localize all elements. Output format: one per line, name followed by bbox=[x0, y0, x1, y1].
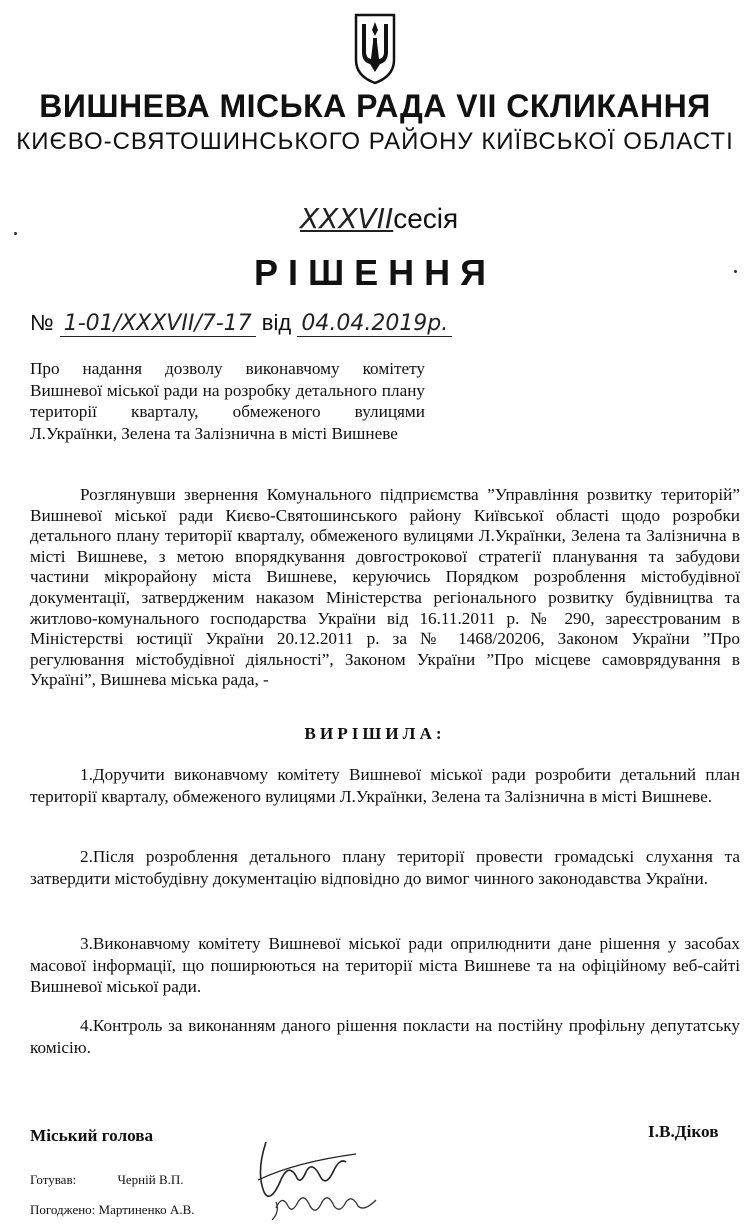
decision-number: 1-01/XXXVII/7-17 bbox=[60, 311, 256, 337]
session-line bbox=[300, 202, 458, 235]
prepared-label: Готував: bbox=[30, 1172, 77, 1187]
trident-coat-of-arms-icon bbox=[353, 12, 397, 86]
decision-title: РІШЕННЯ bbox=[253, 252, 497, 293]
resolution-item: 4.Контроль за виконанням даного рішення покласти на постійну профільну депутатську комісію. bbox=[30, 1016, 740, 1057]
session-handwritten-number: XXXVII bbox=[300, 202, 394, 235]
decision-subject: Про надання дозволу виконавчому комітету Вишневої міської ради на розробку детального плану території кварталу, обмеженого вулицями Л.Українки, Зелена та Залізнична в місті Вишневе bbox=[30, 359, 425, 443]
number-prefix: № bbox=[30, 310, 54, 335]
second-handwritten-signature bbox=[272, 1188, 382, 1218]
mayor-title: Міський голова bbox=[30, 1126, 154, 1145]
session-label: сесія bbox=[393, 203, 459, 234]
prepared-by-line bbox=[30, 1172, 184, 1188]
resolution-item: 3.Виконавчому комітету Вишневої міської ради оприлюднити дане рішення у засобах масової інформації, що поширюються на території міста Вишневе та на офіційному веб-сайті Вишневої міської ради. bbox=[30, 934, 740, 996]
decision-number-line bbox=[30, 310, 452, 336]
decision-date: 04.04.2019р. bbox=[297, 311, 452, 337]
resolution-item: 2.Після розроблення детального плану території провести громадські слухання та затвердити містобудівну документацію відповідно до вимог чинного законодавства України. bbox=[30, 847, 740, 888]
scan-speck bbox=[14, 232, 17, 235]
agreed-label: Погоджено: bbox=[30, 1202, 96, 1217]
resolved-heading: ВИРІШИЛА: bbox=[304, 724, 446, 743]
date-prefix: від bbox=[261, 310, 292, 335]
agreed-by-line bbox=[30, 1202, 195, 1218]
agreed-name: Мартиненко А.В. bbox=[98, 1202, 195, 1217]
preamble-paragraph: Розглянувши звернення Комунального підприємства ”Управління розвитку територій” Вишневої міської ради Києво-Святошинського району Київської області щодо розробки детального плану території кварталу, обмеженого вулицями Л.Українки, Зелена та Залізнична в місті Вишневе, з метою впорядкування довгострокової стратегії планування та забудови частини мікрорайону міста Вишневе, керуючись Порядком розроблення містобудівної документації, затвердженим наказом Міністерства регіонального розвитку будівництва та житлово-комунального господарства України від 16.11.2011 р. № 290, зареєстрованим в Міністерстві юстиції України 20.12.2011 р. за № 1468/20206, Законом України ”Про регулювання містобудівної діяльності”, Законом України ”Про місцеве самоврядування в Україні”, Вишнева міська рада, - bbox=[30, 485, 740, 690]
council-subtitle: КИЄВО-СВЯТОШИНСЬКОГО РАЙОНУ КИЇВСЬКОЇ ОБЛАСТІ bbox=[16, 128, 734, 155]
mayor-name: І.В.Діков bbox=[648, 1122, 719, 1141]
resolution-item: 1.Доручити виконавчому комітету Вишневої міської ради розробити детальний план території кварталу, обмеженого вулицями Л.Українки, Зелена та Залізнична в місті Вишневе. bbox=[30, 765, 740, 806]
prepared-name: Черній В.П. bbox=[117, 1172, 184, 1187]
council-title: ВИШНЕВА МІСЬКА РАДА VII СКЛИКАННЯ bbox=[39, 88, 711, 124]
